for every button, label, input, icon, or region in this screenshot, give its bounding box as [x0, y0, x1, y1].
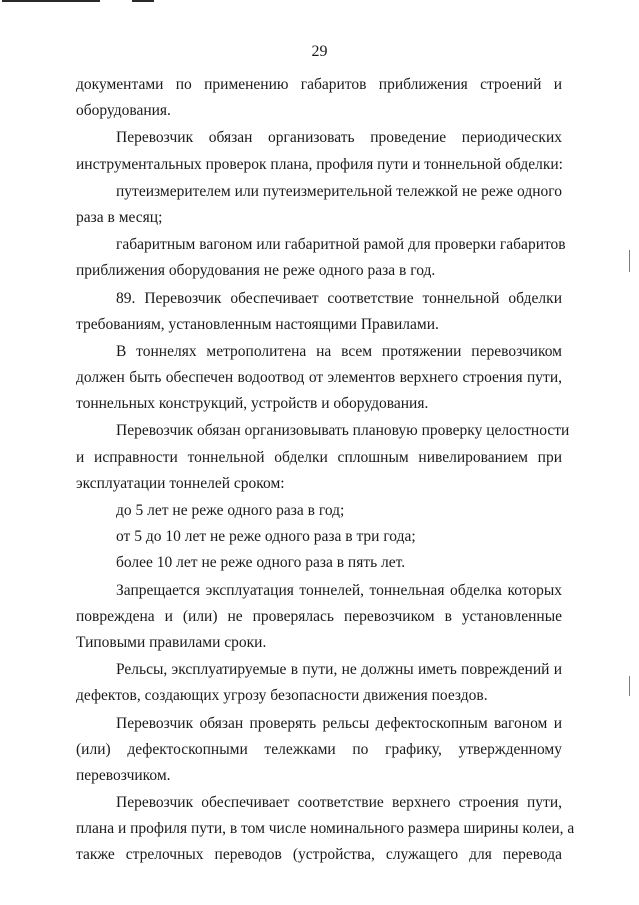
text-line: документами по применению габаритов приближения строений и — [76, 76, 562, 93]
text-line: дефектов, создающих угрозу безопасности движения поездов. — [76, 687, 488, 705]
text-line: раза в месяц; — [76, 208, 163, 226]
text-line: и исправности тоннельной обделки сплошным нивелированием при — [76, 448, 562, 466]
text-line: эксплуатации тоннелей сроком: — [76, 474, 285, 492]
text-line: Типовыми правилами сроки. — [76, 633, 267, 651]
document-body — [76, 72, 575, 869]
text-line: повреждена и (или) не проверялась перевозчиком в установленные — [76, 607, 562, 625]
text-line: также стрелочных переводов (устройства, служащего для перевода — [76, 846, 562, 864]
text-line: плана и профиля пути, в том числе номинального размера ширины колеи, а — [76, 820, 575, 838]
text-line: Перевозчик обеспечивает соответствие верхнего строения пути, — [116, 794, 562, 812]
text-line: путеизмерителем или путеизмерительной тележкой не реже одного — [116, 182, 562, 200]
page-number: 29 — [311, 43, 328, 60]
text-line: оборудования. — [76, 102, 171, 120]
scan-edge-mark — [132, 0, 154, 2]
text-line: 89. Перевозчик обеспечивает соответствие тоннельной обделки — [116, 289, 562, 307]
text-line: должен быть обеспечен водоотвод от элементов верхнего строения пути, — [76, 369, 562, 387]
text-line: от 5 до 10 лет не реже одного раза в три года; — [116, 528, 416, 546]
text-line: Перевозчик обязан организовывать плановую проверку целостности — [116, 422, 570, 440]
text-line: (или) дефектоскопными тележками по графику, утвержденному — [76, 740, 562, 758]
text-line: требованиям, установленным настоящими Правилами. — [76, 315, 439, 333]
text-line: инструментальных проверок плана, профиля пути и тоннельной обделки: — [76, 155, 563, 173]
scan-edge-mark — [2, 0, 100, 2]
text-line: тоннельных конструкций, устройств и оборудования. — [76, 395, 429, 413]
text-line: Перевозчик обязан организовать проведение периодических — [116, 129, 562, 147]
text-line: Перевозчик обязан проверять рельсы дефектоскопным вагоном и — [116, 714, 562, 732]
text-line: габаритным вагоном или габаритной рамой для проверки габаритов — [116, 236, 566, 254]
text-line: до 5 лет не реже одного раза в год; — [116, 502, 345, 519]
text-line: перевозчиком. — [76, 766, 171, 784]
text-line: В тоннелях метрополитена на всем протяжении перевозчиком — [116, 342, 562, 360]
text-line: Рельсы, эксплуатируемые в пути, не должны иметь повреждений и — [116, 661, 562, 679]
scan-margin-mark — [629, 676, 630, 696]
text-line: более 10 лет не реже одного раза в пять лет. — [116, 554, 406, 572]
scan-margin-mark — [629, 250, 630, 272]
text-line: Запрещается эксплуатация тоннелей, тоннельная обделка которых — [116, 581, 562, 599]
text-line: приближения оборудования не реже одного раза в год. — [76, 262, 436, 280]
